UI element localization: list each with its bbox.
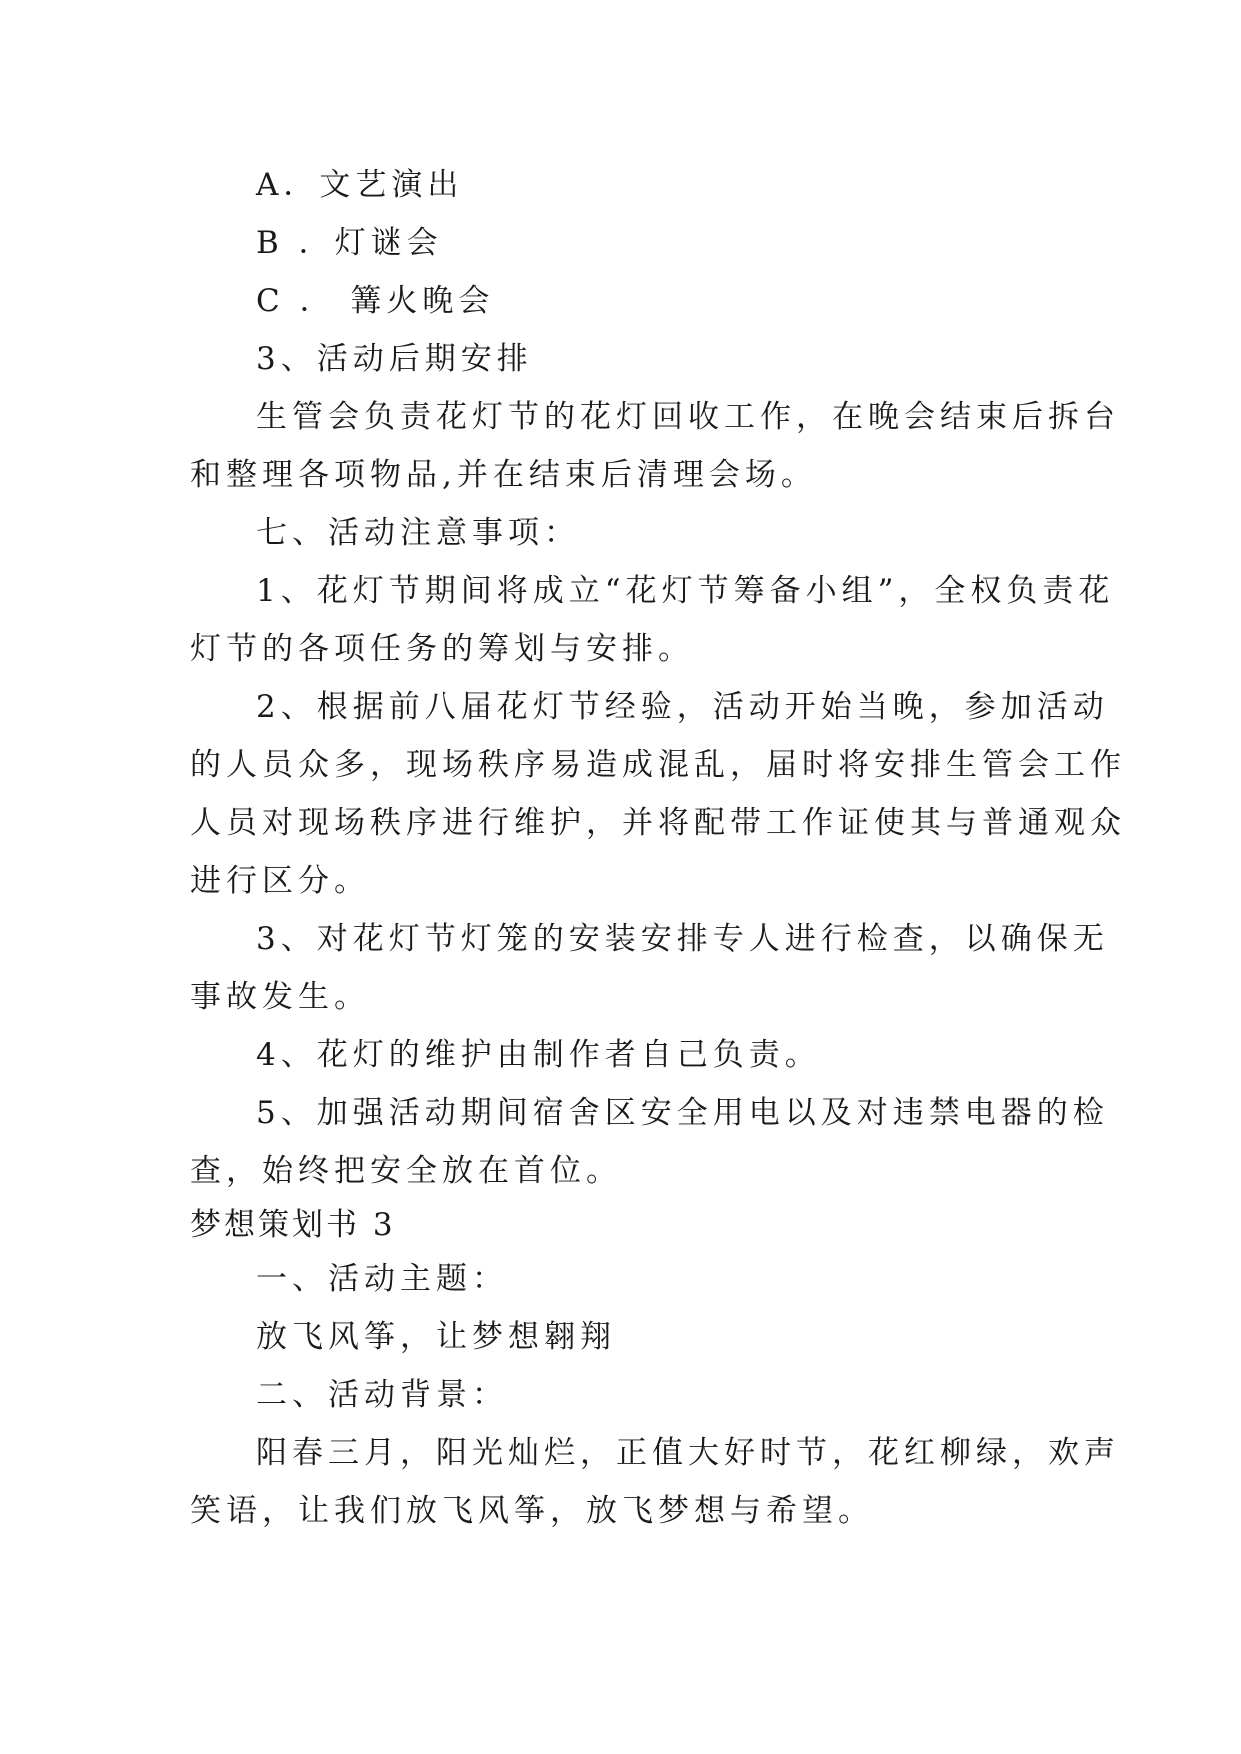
paragraph-line: 一、活动主题： xyxy=(256,1261,508,1297)
paragraph-line: 的人员众多，现场秩序易造成混乱，届时将安排生管会工作 xyxy=(190,747,1126,783)
paragraph-line: 5、加强活动期间宿舍区安全用电以及对违禁电器的检 xyxy=(256,1095,1109,1131)
paragraph-line: 灯节的各项任务的筹划与安排。 xyxy=(190,631,694,667)
paragraph-line: 阳春三月，阳光灿烂，正值大好时节，花红柳绿，欢声 xyxy=(256,1435,1120,1471)
paragraph-line: A．文艺演出 xyxy=(256,167,464,203)
paragraph-line: C ． 篝火晚会 xyxy=(256,283,495,319)
paragraph-line: 放飞风筝，让梦想翱翔 xyxy=(256,1319,616,1355)
paragraph-line: B ．灯谜会 xyxy=(256,225,443,261)
paragraph-line: 3、对花灯节灯笼的安装安排专人进行检查，以确保无 xyxy=(256,921,1109,957)
paragraph-line: 笑语，让我们放飞风筝，放飞梦想与希望。 xyxy=(190,1493,874,1529)
paragraph-line: 生管会负责花灯节的花灯回收工作，在晚会结束后拆台 xyxy=(256,399,1120,435)
paragraph-line: 3、活动后期安排 xyxy=(256,341,533,377)
paragraph-line: 4、花灯的维护由制作者自己负责。 xyxy=(256,1037,821,1073)
paragraph-line: 查，始终把安全放在首位。 xyxy=(190,1153,622,1189)
paragraph-line: 和整理各项物品,并在结束后清理会场。 xyxy=(190,457,817,493)
paragraph-line: 事故发生。 xyxy=(190,979,370,1015)
paragraph-line: 1、花灯节期间将成立“花灯节筹备小组”，全权负责花 xyxy=(256,573,1115,609)
document-body xyxy=(190,156,1126,1540)
paragraph-line: 2、根据前八届花灯节经验，活动开始当晚，参加活动 xyxy=(256,689,1109,725)
paragraph-line: 进行区分。 xyxy=(190,863,370,899)
paragraph-line: 二、活动背景： xyxy=(256,1377,508,1413)
paragraph-line: 七、活动注意事项： xyxy=(256,515,580,551)
section-title: 梦想策划书 3 xyxy=(190,1207,396,1243)
paragraph-line: 人员对现场秩序进行维护，并将配带工作证使其与普通观众 xyxy=(190,805,1126,841)
